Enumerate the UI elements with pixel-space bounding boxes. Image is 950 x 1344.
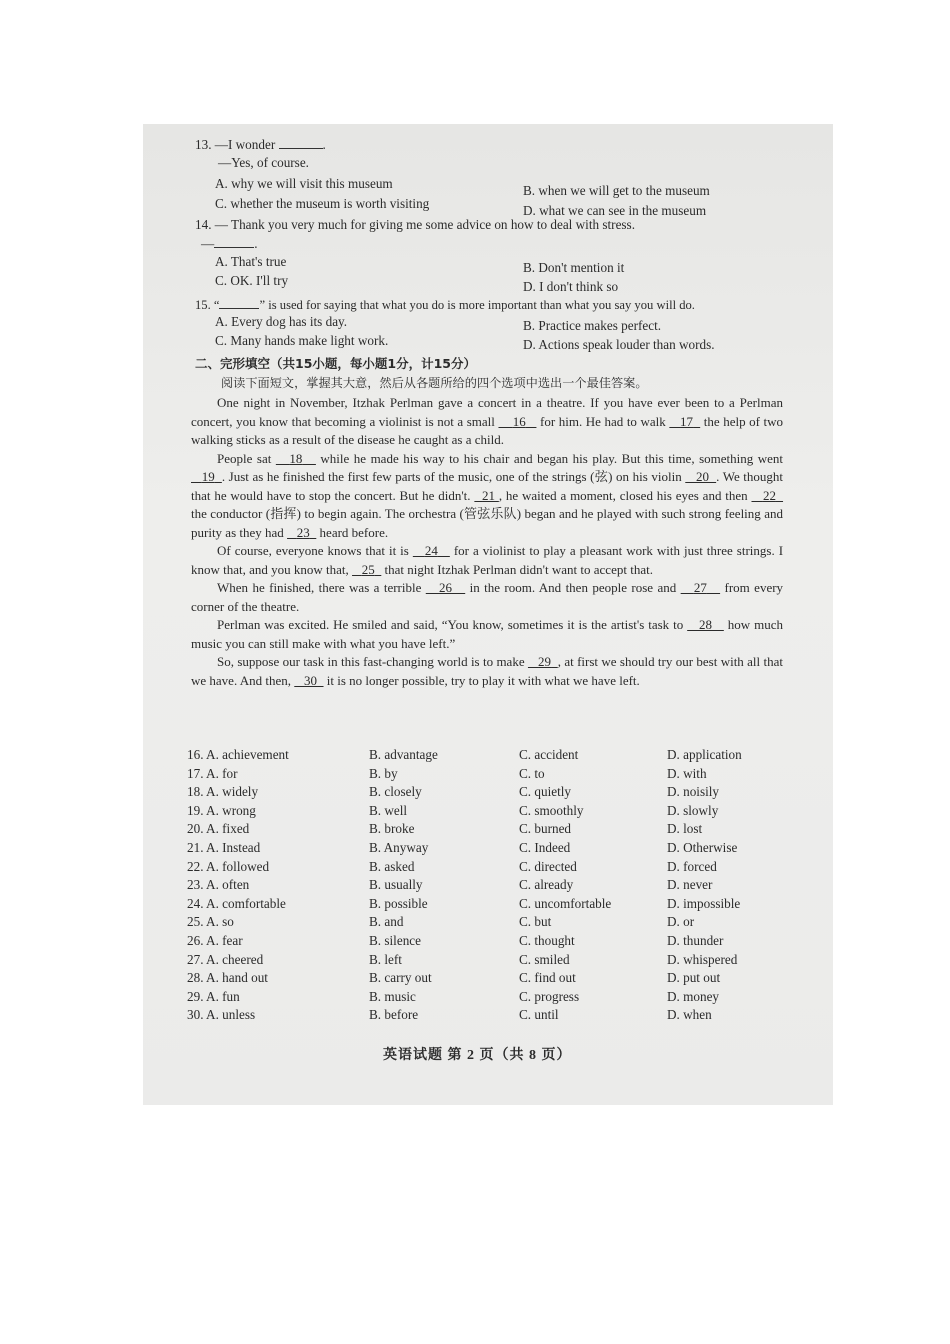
option-21-b: B. Anyway: [369, 840, 429, 855]
option-25-a: 25. A. so: [187, 914, 234, 930]
option-17-c: C. to: [519, 765, 545, 781]
option-17-a: 17. A. for: [187, 765, 238, 781]
option-26-d: D. thunder: [667, 933, 724, 948]
option-26-a: 26. A. fear: [187, 933, 243, 948]
option-26-c: C. thought: [519, 933, 575, 948]
option-24-a: 24. A. comfortable: [187, 895, 286, 911]
option-19-a: 19. A. wrong: [187, 802, 256, 818]
option-29-a: 29. A. fun: [187, 988, 240, 1004]
option-21-c: C. Indeed: [519, 840, 571, 855]
option-24-d: D. impossible: [667, 895, 741, 911]
option-19-d: D. slowly: [667, 802, 719, 818]
section-instruction: 阅读下面短文，掌握其大意，然后从各题所给的四个选项中选出一个最佳答案。: [221, 376, 648, 390]
option-23-d: D. never: [667, 877, 713, 893]
q15-stem: [195, 296, 695, 313]
q15-option-d: D. Actions speak louder than words.: [523, 337, 715, 352]
blank-25: 25: [361, 561, 375, 577]
option-22-c: C. directed: [519, 858, 577, 874]
blank-23: 23: [296, 524, 310, 540]
q15-option-c: C. Many hands make light work.: [215, 333, 389, 348]
blank-20: 20: [696, 469, 709, 484]
option-25-c: C. but: [519, 914, 552, 930]
option-16-a: 16. A. achievement: [187, 747, 289, 762]
blank-30: 30: [304, 672, 318, 688]
passage-paragraph-3: Of course, everyone knows that it is 24 for a violinist to play a pleasant work with just three strings. I know that, and you know that, 25 that night Itzhak Perlman didn't want to accept that.: [191, 543, 784, 577]
option-23-a: 23. A. often: [187, 877, 250, 893]
blank-21: 21: [482, 487, 496, 503]
blank-19: 19: [201, 469, 215, 484]
q15-stem-post: ” is used for saying that what you do is more important than what you say you will do.: [259, 298, 695, 312]
option-21-d: D. Otherwise: [667, 840, 738, 855]
option-18-d: D. noisily: [667, 784, 720, 800]
passage-paragraph-1: One night in November, Itzhak Perlman gave a concert in a theatre. If you have ever been to a Perlman concert, you know that becoming a violinist is not a small 16 for him. He had to walk 17 the help of two walking sticks as a result of the disease he caught as a child.: [191, 395, 784, 447]
q14-option-a: A. That's true: [215, 254, 287, 269]
q15-option-a: A. Every dog has its day.: [215, 314, 348, 329]
blank-27: 27: [693, 580, 707, 595]
option-27-c: C. smiled: [519, 951, 570, 967]
option-22-d: D. forced: [667, 858, 717, 874]
q13-option-c: C. whether the museum is worth visiting: [215, 196, 430, 211]
passage-paragraph-2: People sat 18 while he made his way to his chair and began his play. But this time, something went 19 . Just as he finished the first few parts of the music, one of the strings (弦) on his violin 20 . We thought that he would have to stop the concert. But he didn't. 21 , he waited a moment, closed his eyes and then 22 the conductor (指挥) to begin again. The orchestra (管弦乐队) began and he played with such strong feeling and purity as they had 23 heard before.: [191, 450, 784, 540]
option-27-a: 27. A. cheered: [187, 951, 264, 967]
option-16-c: C. accident: [519, 747, 579, 762]
option-20-d: D. lost: [667, 821, 703, 837]
option-18-b: B. closely: [369, 784, 422, 800]
q13-option-b: B. when we will get to the museum: [523, 183, 710, 198]
passage-paragraph-6: So, suppose our task in this fast-changing world is to make 29 , at first we should try our best with all that we have. And then, 30 it is no longer possible, try to play it with what we have left.: [191, 654, 784, 688]
q13-stem-text: 13. —I wonder: [195, 137, 276, 152]
passage-paragraph-5: Perlman was excited. He smiled and said, “You know, sometimes it is the artist's task to 28 how much music you can still make with what you have left.”: [191, 617, 783, 651]
option-20-a: 20. A. fixed: [187, 821, 250, 837]
blank-17: 17: [680, 413, 694, 429]
option-28-c: C. find out: [519, 970, 576, 986]
option-22-b: B. asked: [369, 858, 415, 874]
q13-stem: 13. —I wonder .: [195, 137, 326, 152]
option-29-d: D. money: [667, 988, 720, 1004]
option-25-b: B. and: [369, 914, 404, 930]
q15-stem-pre: 15. “: [195, 298, 220, 312]
option-22-a: 22. A. followed: [187, 858, 270, 874]
option-23-c: C. already: [519, 877, 574, 893]
q13-option-a: A. why we will visit this museum: [215, 176, 393, 191]
blank-16: 16: [512, 413, 526, 429]
option-18-a: 18. A. widely: [187, 784, 259, 800]
q13-option-d: D. what we can see in the museum: [523, 203, 707, 218]
cloze-passage: [191, 394, 783, 690]
option-21-a: 21. A. Instead: [187, 840, 261, 855]
q13-blank: [279, 136, 323, 149]
option-16-b: B. advantage: [369, 747, 438, 762]
passage-paragraph-4: When he finished, there was a terrible 26 in the room. And then people rose and 27 from every corner of the theatre.: [191, 580, 784, 614]
q14-reply: — .: [201, 236, 258, 251]
section-heading: 二、完形填空（共15小题，每小题1分，计15分）: [195, 356, 476, 371]
option-24-b: B. possible: [369, 895, 428, 911]
option-24-c: C. uncomfortable: [519, 895, 612, 911]
option-26-b: B. silence: [369, 933, 422, 948]
option-29-b: B. music: [369, 988, 416, 1004]
blank-22: 22: [762, 487, 776, 503]
q14-blank: [214, 235, 254, 248]
option-30-d: D. when: [667, 1007, 712, 1023]
option-19-b: B. well: [369, 802, 408, 818]
exam-page: [143, 124, 833, 1105]
q14-option-d: D. I don't think so: [523, 279, 619, 294]
option-27-d: D. whispered: [667, 951, 738, 967]
page-footer: 英语试题 第 2 页（共 8 页）: [383, 1048, 572, 1063]
q14-stem: 14. — Thank you very much for giving me some advice on how to deal with stress.: [195, 217, 635, 232]
q15-blank: [219, 296, 259, 309]
blank-18: 18: [289, 450, 303, 466]
blank-26: 26: [438, 580, 452, 595]
option-20-c: C. burned: [519, 821, 572, 837]
option-19-c: C. smoothly: [519, 802, 584, 818]
option-20-b: B. broke: [369, 821, 415, 837]
blank-28: 28: [699, 617, 712, 632]
option-17-d: D. with: [667, 765, 707, 781]
option-30-b: B. before: [369, 1007, 419, 1023]
q15-option-b: B. Practice makes perfect.: [523, 318, 662, 333]
q14-option-c: C. OK. I'll try: [215, 273, 289, 288]
option-30-c: C. until: [519, 1007, 559, 1023]
option-28-b: B. carry out: [369, 970, 432, 986]
q14-reply-dash: —: [201, 236, 215, 251]
option-25-d: D. or: [667, 914, 695, 930]
option-17-b: B. by: [369, 765, 398, 781]
option-16-d: D. application: [667, 747, 742, 762]
q14-option-b: B. Don't mention it: [523, 260, 625, 275]
option-30-a: 30. A. unless: [187, 1007, 256, 1023]
blank-29: 29: [538, 654, 552, 669]
blank-24: 24: [424, 543, 438, 558]
option-28-d: D. put out: [667, 970, 721, 986]
option-27-b: B. left: [369, 951, 402, 967]
option-23-b: B. usually: [369, 877, 423, 893]
q13-reply: —Yes, of course.: [218, 155, 309, 170]
option-29-c: C. progress: [519, 988, 580, 1004]
option-18-c: C. quietly: [519, 784, 572, 800]
option-28-a: 28. A. hand out: [187, 970, 268, 986]
